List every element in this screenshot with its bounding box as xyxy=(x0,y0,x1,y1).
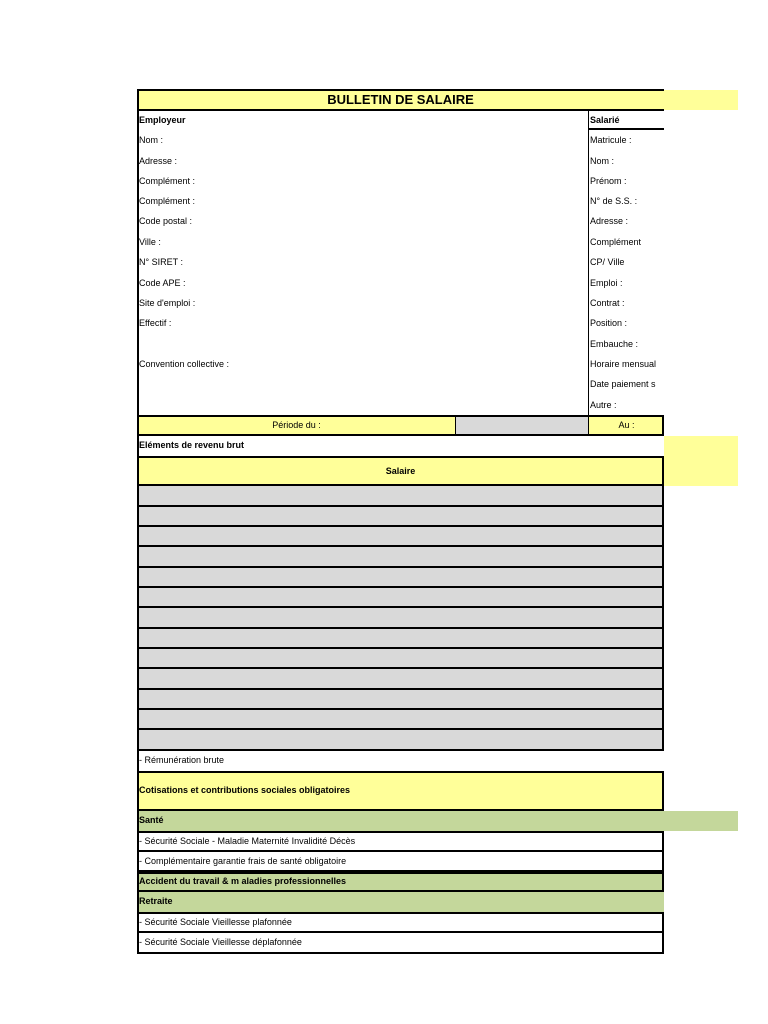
sante-label: Santé xyxy=(139,816,164,825)
salary-line[interactable] xyxy=(137,629,664,649)
contribution-label: - Sécurité Sociale Vieillesse déplafonnée xyxy=(139,938,302,947)
salary-line[interactable] xyxy=(137,588,664,608)
employee-field: Prénom : xyxy=(590,177,627,186)
employee-field: Emploi : xyxy=(590,279,623,288)
employer-field: Convention collective : xyxy=(139,360,230,369)
employer-field: Site d'emploi : xyxy=(139,299,196,308)
page-title: BULLETIN DE SALAIRE xyxy=(327,92,474,107)
employer-field: Effectif : xyxy=(139,319,172,328)
salary-line[interactable] xyxy=(137,507,664,527)
salary-header-label: Salaire xyxy=(385,467,416,476)
contribution-label: - Complémentaire garantie frais de santé obligatoire xyxy=(139,857,347,866)
gross-section-label: Eléments de revenu brut xyxy=(139,441,245,450)
period-from-value[interactable] xyxy=(456,415,589,436)
salary-line[interactable] xyxy=(137,710,664,730)
sante-row xyxy=(137,811,738,831)
employee-field: Nom : xyxy=(590,157,615,166)
employer-field: Code postal : xyxy=(139,217,193,226)
employee-field: Date paiement s xyxy=(590,380,656,389)
employer-field: Nom : xyxy=(139,136,164,145)
salary-line[interactable] xyxy=(137,486,664,507)
salary-line[interactable] xyxy=(137,527,664,547)
salary-line[interactable] xyxy=(137,649,664,669)
employee-field: Adresse : xyxy=(590,217,629,226)
salary-line[interactable] xyxy=(137,690,664,710)
retraite-row xyxy=(137,892,664,912)
employer-field: Complément : xyxy=(139,177,196,186)
employee-field: N° de S.S. : xyxy=(590,197,638,206)
period-from-label: Période du : xyxy=(272,421,321,430)
period-to-label: Au : xyxy=(618,421,635,430)
salary-line[interactable] xyxy=(137,730,664,751)
salary-line[interactable] xyxy=(137,547,664,568)
employee-field: Embauche : xyxy=(590,340,639,349)
employee-field: Complément xyxy=(590,238,642,247)
employee-field: Horaire mensual xyxy=(590,360,657,369)
contribution-label: - Sécurité Sociale - Maladie Maternité Invalidité Décès xyxy=(139,837,356,846)
employer-field: Complément : xyxy=(139,197,196,206)
gross-section-fill xyxy=(664,436,738,486)
employee-field: Autre : xyxy=(590,401,617,410)
gross-total-label: - Rémunération brute xyxy=(139,756,225,765)
title-fill-right xyxy=(664,90,738,110)
employee-heading: Salarié xyxy=(590,116,620,125)
salary-line[interactable] xyxy=(137,669,664,690)
contribution-label: - Sécurité Sociale Vieillesse plafonnée xyxy=(139,918,292,927)
employee-field: Contrat : xyxy=(590,299,625,308)
employee-header-rule xyxy=(589,128,664,130)
salary-line[interactable] xyxy=(137,608,664,629)
employer-field: Ville : xyxy=(139,238,161,247)
accident-label: Accident du travail & m aladies professionnelles xyxy=(139,877,347,886)
employer-block xyxy=(137,111,589,416)
employer-field: Adresse : xyxy=(139,157,178,166)
retraite-label: Retraite xyxy=(139,897,173,906)
employer-heading: Employeur xyxy=(139,116,186,125)
employee-field: Matricule : xyxy=(590,136,632,145)
salary-line[interactable] xyxy=(137,568,664,588)
employee-field: CP/ Ville xyxy=(590,258,625,267)
contributions-header-label: Cotisations et contributions sociales obligatoires xyxy=(139,786,351,795)
employer-field: Code APE : xyxy=(139,279,186,288)
employer-field: N° SIRET : xyxy=(139,258,183,267)
employee-field: Position : xyxy=(590,319,628,328)
